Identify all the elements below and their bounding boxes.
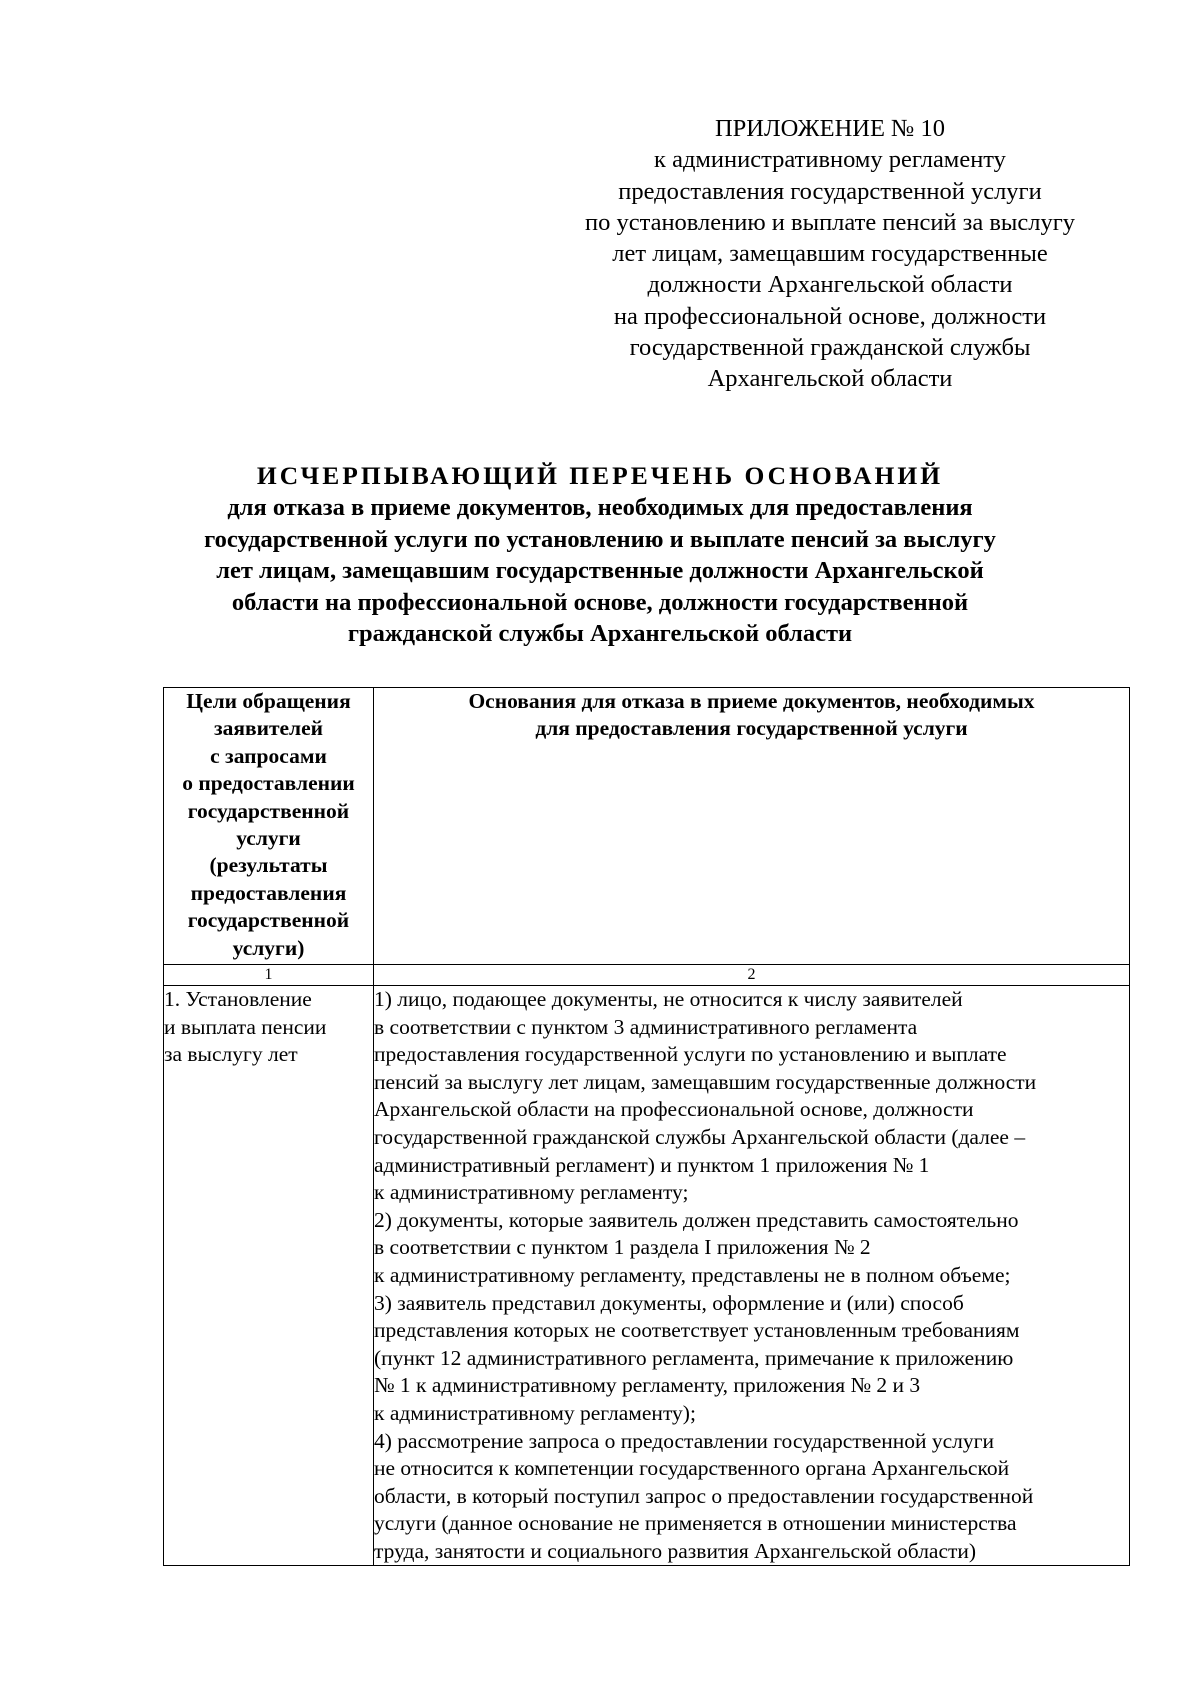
appendix-line: на профессиональной основе, должности [613,302,1047,330]
header-line: для предоставления государственной услуги [535,716,968,741]
header-line: услуги) [232,935,305,960]
subtitle-line: государственной услуги по установлению и выплате пенсий за выслугу [204,525,996,553]
column-number: 2 [374,965,1130,986]
ground-line: представления которых не соответствует установленным требованиям [374,1318,1020,1343]
document-title [140,459,1060,650]
header-line: о предоставлении [182,771,355,796]
ground-line: услуги (данное основание не применяется в отношении министерства [374,1511,1017,1536]
goal-line: 1. Установление [164,987,312,1011]
goal-line: и выплата пенсии [164,1014,327,1039]
table-row [164,986,1130,1566]
subtitle-line: для отказа в приеме документов, необходимых для предоставления [227,494,973,521]
ground-line: предоставления государственной услуги по установлению и выплате [374,1042,1007,1067]
ground-line: области, в который поступил запрос о предоставлении государственной [374,1483,1034,1508]
appendix-line: к административному регламенту [654,146,1006,174]
ground-line: 2) документы, которые заявитель должен представить самостоятельно [374,1207,1019,1232]
appendix-line: Архангельской области [707,365,953,393]
subtitle-line: области на профессиональной основе, должности государственной [231,588,969,616]
appendix-line: предоставления государственной услуги [618,177,1042,205]
subtitle-line: лет лицам, замещавшим государственные должности Архангельской [216,557,984,584]
table-header-row [164,688,1130,965]
ground-line: Архангельской области на профессиональной основе, должности [374,1097,974,1122]
ground-line: к административному регламенту, представлены не в полном объеме; [374,1262,1011,1287]
header-line: предоставления [190,880,347,905]
goal-line: за выслугу лет [164,1042,298,1067]
appendix-line: ПРИЛОЖЕНИЕ № 10 [714,115,946,142]
header-line: Цели обращения [186,689,351,713]
ground-line: не относится к компетенции государственного органа Архангельской [374,1456,1010,1481]
column-number: 1 [164,965,374,986]
header-line: с запросами [210,743,327,768]
ground-line: № 1 к административному регламенту, приложения № 2 и 3 [374,1373,921,1398]
ground-line: государственной гражданской службы Архангельской области (далее – [374,1124,1026,1149]
header-line: заявителей [213,716,324,741]
ground-line: 3) заявитель представил документы, оформление и (или) способ [374,1290,964,1315]
header-line: услуги [236,826,301,851]
appendix-line: по установлению и выплате пенсий за выслугу [584,208,1076,236]
grounds-table [163,687,1130,1566]
ground-line: в соответствии с пунктом 1 раздела I приложения № 2 [374,1235,871,1260]
subtitle-line: гражданской службы Архангельской области [347,620,853,647]
ground-line: 1) лицо, подающее документы, не относится к числу заявителей [374,987,963,1011]
header-line: Основания для отказа в приеме документов, необходимых [468,689,1035,713]
header-line: (результаты [209,853,328,878]
header-line: государственной [187,908,350,933]
ground-line: к административному регламенту; [374,1180,689,1205]
column-number-row [164,965,1130,986]
title-subtitle [140,492,1060,650]
ground-line: 4) рассмотрение запроса о предоставлении государственной услуги [374,1428,994,1453]
ground-line: пенсий за выслугу лет лицам, замещавшим государственные должности [374,1069,1037,1094]
header-cell-goals [164,688,374,965]
appendix-line: государственной гражданской службы [629,334,1031,362]
appendix-line: лет лицам, замещавшим государственные [612,240,1048,268]
goal-cell [164,986,374,1566]
ground-line: к административному регламенту); [374,1400,696,1425]
title-main: ИСЧЕРПЫВАЮЩИЙ ПЕРЕЧЕНЬ ОСНОВАНИЙ [256,461,944,490]
grounds-cell [374,986,1130,1566]
appendix-heading [540,113,1120,395]
header-cell-grounds [374,688,1130,965]
ground-line: в соответствии с пунктом 3 административного регламента [374,1014,918,1039]
header-line: государственной [187,798,350,823]
ground-line: труда, занятости и социального развития Архангельской области) [374,1538,977,1563]
ground-line: (пункт 12 административного регламента, примечание к приложению [374,1345,1014,1370]
appendix-line: должности Архангельской области [647,271,1013,299]
ground-line: административный регламент) и пунктом 1 приложения № 1 [374,1152,930,1177]
